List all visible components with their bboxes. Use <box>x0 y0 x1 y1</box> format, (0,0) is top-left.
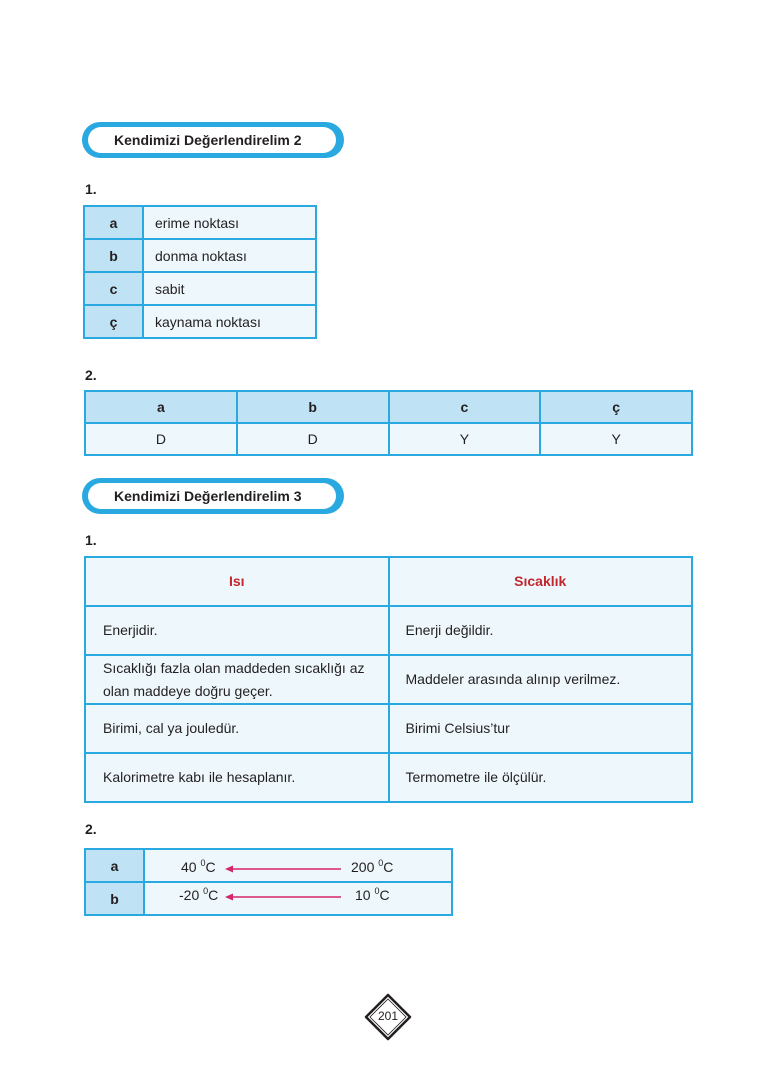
heat-cell: Enerjidir. <box>85 606 389 655</box>
header-cell-temperature: Sıcaklık <box>389 557 693 606</box>
header-cell: a <box>85 391 237 423</box>
arrow-left-icon <box>225 893 341 901</box>
question-number: 2. <box>85 821 97 837</box>
header-cell: ç <box>540 391 692 423</box>
answer-cell: D <box>85 423 237 455</box>
heat-flow-cell <box>144 849 452 882</box>
temperature-cell: Enerji değildir. <box>389 606 693 655</box>
heat-flow-table <box>84 848 453 916</box>
section-title: Kendimizi Değerlendirelim 3 <box>88 483 336 509</box>
comparison-table <box>84 556 693 803</box>
answer-cell: D <box>237 423 389 455</box>
cold-temperature: -20 $^0$C <box>179 886 219 903</box>
temperature-cell: Birimi Celsius’tur <box>389 704 693 753</box>
table-header-row <box>85 557 692 606</box>
table-row <box>84 206 316 239</box>
question-number: 1. <box>85 532 97 548</box>
table-row <box>85 655 692 704</box>
row-key: a <box>85 849 144 882</box>
table-row <box>84 305 316 338</box>
row-value: sabit <box>143 272 316 305</box>
row-key: a <box>84 206 143 239</box>
heat-cell: Birimi, cal ya jouledür. <box>85 704 389 753</box>
answer-cell: Y <box>389 423 541 455</box>
section-title: Kendimizi Değerlendirelim 2 <box>88 127 336 153</box>
header-cell: b <box>237 391 389 423</box>
cold-temperature: 40 $^0$C <box>181 858 216 875</box>
answer-cell: Y <box>540 423 692 455</box>
heat-cell: Sıcaklığı fazla olan maddeden sıcaklığı az olan maddeye doğru geçer. <box>85 655 389 704</box>
row-value: kaynama noktası <box>143 305 316 338</box>
row-key: b <box>84 239 143 272</box>
table-row <box>85 849 452 882</box>
table-row <box>85 704 692 753</box>
table-row <box>84 239 316 272</box>
temperature-cell: Termometre ile ölçülür. <box>389 753 693 802</box>
heat-flow-cell <box>144 882 452 915</box>
page-number-badge <box>364 993 412 1041</box>
table-row <box>85 753 692 802</box>
row-value: donma noktası <box>143 239 316 272</box>
header-cell: c <box>389 391 541 423</box>
section-title-pill <box>82 478 344 514</box>
row-key: c <box>84 272 143 305</box>
row-key: b <box>85 882 144 915</box>
temperature-cell: Maddeler arasında alınıp verilmez. <box>389 655 693 704</box>
table-row <box>85 606 692 655</box>
hot-temperature: 10 $^0$C <box>355 886 390 903</box>
row-value: erime noktası <box>143 206 316 239</box>
arrow-left-icon <box>225 865 341 873</box>
question-number: 2. <box>85 367 97 383</box>
hot-temperature: 200 $^0$C <box>351 858 394 875</box>
section-title-pill <box>82 122 344 158</box>
header-cell-heat: Isı <box>85 557 389 606</box>
table-row <box>85 882 452 915</box>
table-header-row <box>85 391 692 423</box>
row-key: ç <box>84 305 143 338</box>
table-row <box>84 272 316 305</box>
heat-cell: Kalorimetre kabı ile hesaplanır. <box>85 753 389 802</box>
answer-table-1 <box>83 205 317 339</box>
page-number: 201 <box>377 1009 399 1023</box>
question-number: 1. <box>85 181 97 197</box>
table-row <box>85 423 692 455</box>
answer-table-2 <box>84 390 693 456</box>
